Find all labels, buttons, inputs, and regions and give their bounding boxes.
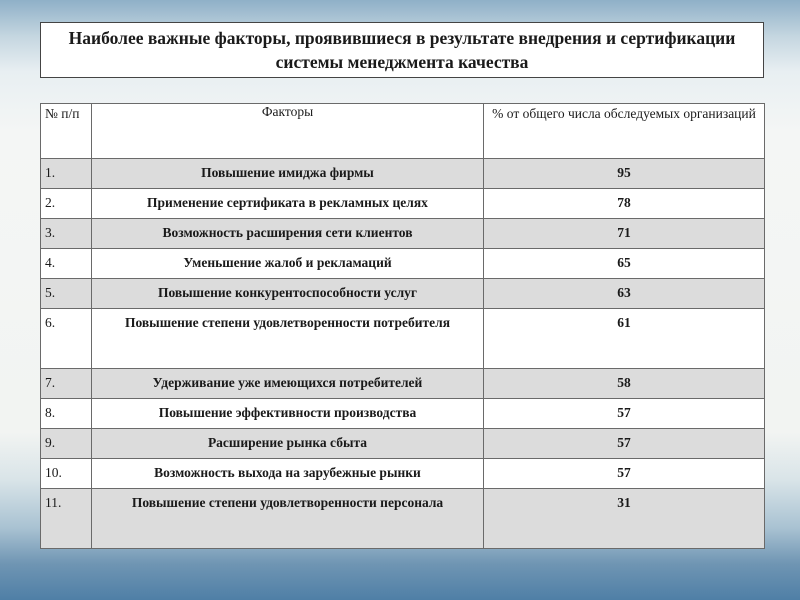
row-percent: 95 — [484, 159, 765, 189]
row-factor: Удерживание уже имеющихся потребителей — [92, 369, 484, 399]
table-row — [41, 249, 765, 279]
row-factor: Повышение степени удовлетворенности потребителя — [92, 309, 484, 369]
table-row — [41, 309, 765, 369]
header-percent: % от общего числа обследуемых организаций — [484, 104, 765, 159]
factors-table — [40, 103, 765, 549]
table-header-row — [41, 104, 765, 159]
table-row — [41, 399, 765, 429]
row-number: 4. — [41, 249, 92, 279]
row-number: 6. — [41, 309, 92, 369]
row-number: 9. — [41, 429, 92, 459]
table-row — [41, 279, 765, 309]
row-percent: 58 — [484, 369, 765, 399]
row-factor: Повышение конкурентоспособности услуг — [92, 279, 484, 309]
row-number: 5. — [41, 279, 92, 309]
row-percent: 57 — [484, 429, 765, 459]
row-number: 8. — [41, 399, 92, 429]
row-percent: 71 — [484, 219, 765, 249]
row-factor: Применение сертификата в рекламных целях — [92, 189, 484, 219]
row-number: 1. — [41, 159, 92, 189]
header-number: № п/п — [41, 104, 92, 159]
table-row — [41, 219, 765, 249]
table-row — [41, 189, 765, 219]
table-row — [41, 369, 765, 399]
row-percent: 65 — [484, 249, 765, 279]
row-percent: 78 — [484, 189, 765, 219]
table-row — [41, 429, 765, 459]
row-factor: Уменьшение жалоб и рекламаций — [92, 249, 484, 279]
row-factor: Повышение степени удовлетворенности персонала — [92, 489, 484, 549]
table-row — [41, 159, 765, 189]
row-number: 10. — [41, 459, 92, 489]
row-factor: Возможность расширения сети клиентов — [92, 219, 484, 249]
slide-title: Наиболее важные факторы, проявившиеся в результате внедрения и сертификации системы менеджмента качества — [40, 22, 764, 78]
header-factor: Факторы — [92, 104, 484, 159]
row-number: 2. — [41, 189, 92, 219]
row-percent: 61 — [484, 309, 765, 369]
row-number: 7. — [41, 369, 92, 399]
row-number: 3. — [41, 219, 92, 249]
row-factor: Повышение эффективности производства — [92, 399, 484, 429]
table-row — [41, 489, 765, 549]
row-number: 11. — [41, 489, 92, 549]
row-percent: 63 — [484, 279, 765, 309]
row-percent: 57 — [484, 459, 765, 489]
table-row — [41, 459, 765, 489]
row-factor: Повышение имиджа фирмы — [92, 159, 484, 189]
row-percent: 57 — [484, 399, 765, 429]
row-factor: Расширение рынка сбыта — [92, 429, 484, 459]
row-factor: Возможность выхода на зарубежные рынки — [92, 459, 484, 489]
row-percent: 31 — [484, 489, 765, 549]
